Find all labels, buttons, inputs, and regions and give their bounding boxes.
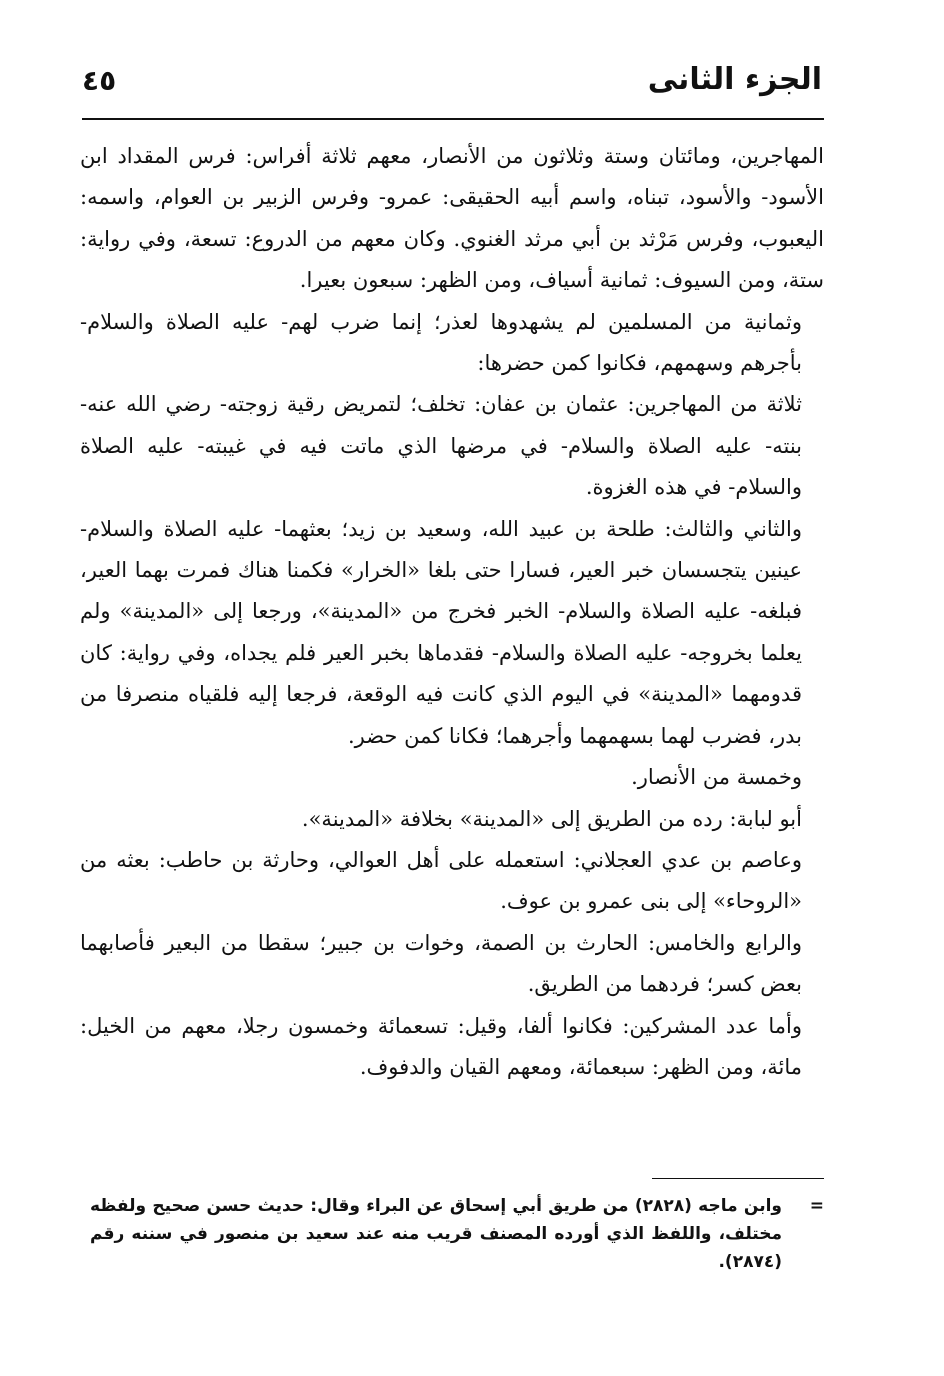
paragraph: ثلاثة من المهاجرين: عثمان بن عفان: تخلف؛ لتمريض رقية زوجته- رضي الله عنه- بنته- عليه الصلاة والسلام- في مرضها الذي ماتت فيه في غيبته- عليه الصلاة والسلام- في هذه الغزوة. bbox=[80, 392, 802, 500]
paragraph: المهاجرين، ومائتان وستة وثلاثون من الأنصار، معهم ثلاثة أفراس: فرس المقداد ابن الأسود- والأسود، تبناه، واسم أبيه الحقيقى: عمرو- وفرس الزبير بن العوام، واسمه: اليعبوب، وفرس مَرْثد بن أبي مرثد الغنوي. وكان معهم من الدروع: تسعة، وفي رواية: ستة، ومن السيوف: ثمانية أسياف، ومن الظهر: سبعون بعيرا. bbox=[80, 144, 824, 293]
running-title: الجزء الثانى bbox=[647, 62, 822, 97]
page-number: ٤٥ bbox=[82, 64, 117, 97]
paragraph: وخمسة من الأنصار. bbox=[631, 765, 802, 790]
paragraph: والرابع والخامس: الحارث بن الصمة، وخوات بن جبير؛ سقطا من البعير فأصابهما بعض كسر؛ فردهما من الطريق. bbox=[80, 930, 802, 997]
paragraph: وأما عدد المشركين: فكانوا ألفا، وقيل: تسعمائة وخمسون رجلا، معهم من الخيل: مائة، ومن الظهر: سبعمائة، ومعهم القيان والدفوف. bbox=[80, 1013, 802, 1079]
footnote-marker: = bbox=[809, 1196, 824, 1216]
paragraph: وثمانية من المسلمين لم يشهدوها لعذر؛ إنما ضرب لهم- عليه الصلاة والسلام- بأجرهم وسهمهم، فكانوا كمن حضرها: bbox=[80, 309, 802, 376]
main-text bbox=[80, 136, 824, 1088]
header-divider bbox=[82, 118, 824, 120]
paragraph: أبو لبابة: رده من الطريق إلى «المدينة» بخلافة «المدينة». bbox=[301, 806, 802, 831]
paragraph: والثاني والثالث: طلحة بن عبيد الله، وسعيد بن زيد؛ بعثهما- عليه الصلاة والسلام- عينين يتجسسان خبر العير، فسارا حتى بلغا «الخرار» فكمنا هناك فمرت بهما العير، فبلغه- عليه الصلاة والسلام- الخبر فخرج من «المدينة»، ورجعا إلى «المدينة» ولم يعلما بخروجه- عليه الصلاة والسلام- فقدماها بخبر العير فلم يجداه، وفي رواية: كان قدومهما «المدينة» في اليوم الذي كانت فيه الوقعة، فرجعا إليه فلقياه منصرفا من بدر، فضرب لهما بسهمهما وأجرهما؛ فكانا كمن حضر. bbox=[80, 516, 802, 748]
footnote bbox=[90, 1192, 824, 1276]
paragraph: وعاصم بن عدي العجلاني: استعمله على أهل العوالي، وحارثة بن حاطب: بعثه من «الروحاء» إلى بنى عمرو بن عوف. bbox=[80, 847, 802, 914]
footnote-divider bbox=[652, 1178, 824, 1179]
footnote-text: وابن ماجه (٢٨٢٨) من طريق أبي إسحاق عن البراء وقال: حديث حسن صحيح ولفظه مختلف، واللفظ الذي أورده المصنف قريب منه عند سعيد بن منصور في سننه رقم (٢٨٧٤). bbox=[90, 1196, 782, 1272]
page-header bbox=[82, 62, 822, 110]
